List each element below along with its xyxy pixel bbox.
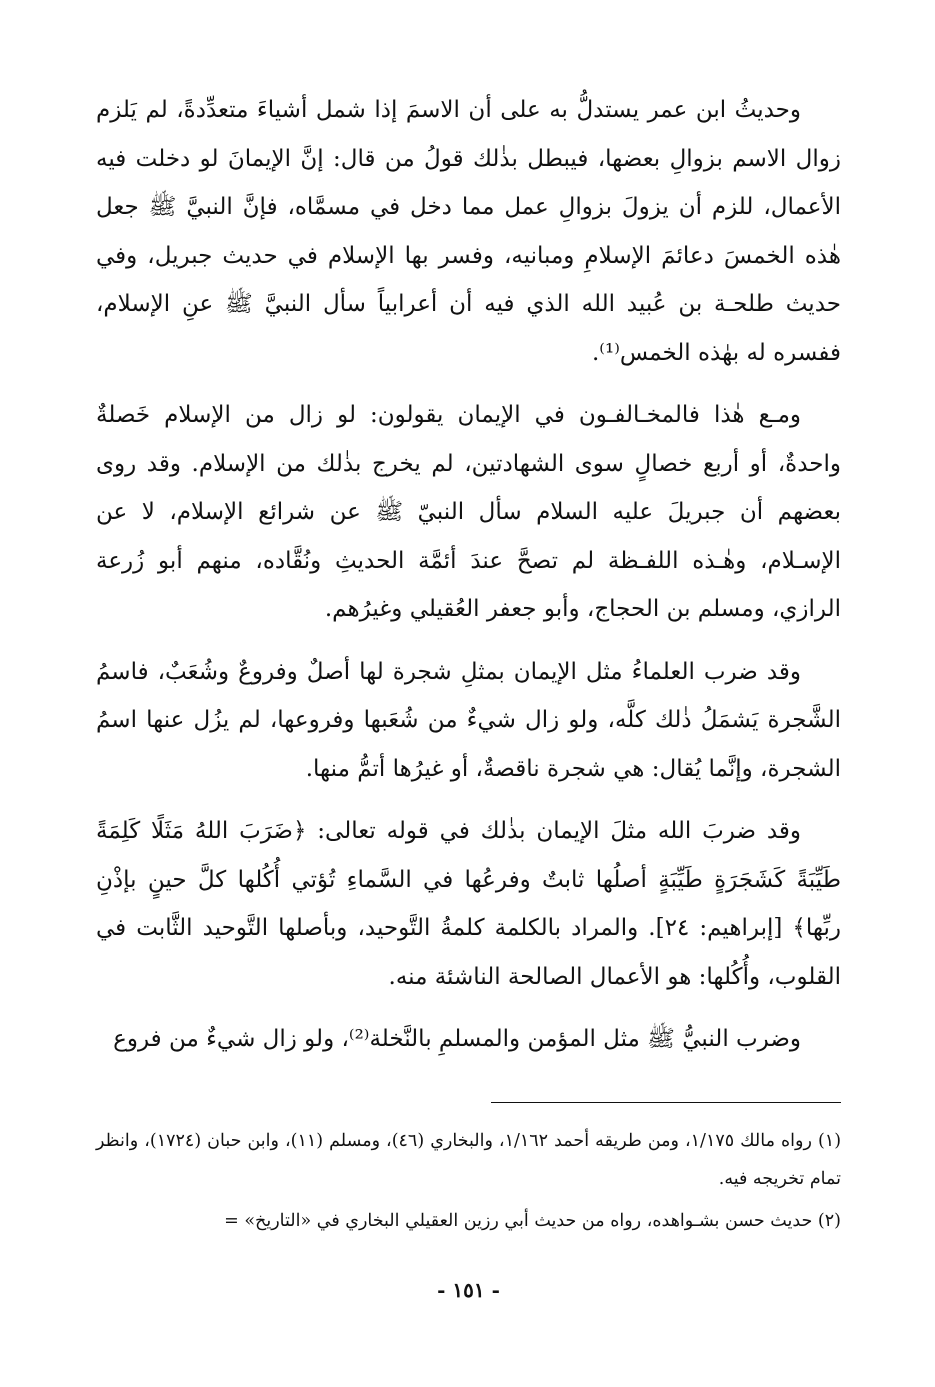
page-number: - ١٥١ - — [437, 1278, 500, 1302]
paragraph-5: وضرب النبيُّ ﷺ مثل المؤمن والمسلمِ بالنَّخلة⁽²⁾، ولو زال شيءٌ من فروع — [113, 1026, 801, 1052]
paragraph-4: وقد ضربَ الله مثلَ الإيمان بذٰلك في قوله تعالى: ﴿ضَرَبَ اللهُ مَثَلًا كَلِمَةً طَيِّبَةً كَشَجَرَةٍ طَيِّبَةٍ أصلُها ثابتٌ وفرعُها في السَّماءِ تُؤتي أُكُلها كلَّ حينٍ بإذْنِ ربِّها﴾ [إبراهيم: ٢٤]. والمراد بالكلمة كلمةُ التَّوحيد، وبأصلها التَّوحيد الثَّابت في القلوب، وأُكُلها: هو الأعمال الصالحة الناشئة منه. — [96, 818, 842, 990]
footnote-1: (١) رواه مالك ١/١٧٥، ومن طريقه أحمد ١/١٦٢، والبخاري (٤٦)، ومسلم (١١)، وابن حبان (١٧٢٤)، وانظر تمام تخريجه فيه. — [96, 1131, 842, 1189]
paragraph-3: وقد ضرب العلماءُ مثل الإيمان بمثلِ شجرة لها أصلٌ وفروعٌ وشُعَبٌ، فاسمُ الشَّجرة يَشمَلُ ذٰلك كلَّه، ولو زال شيءٌ من شُعَبها وفروعها، لم يزُل عنها اسمُ الشجرة، وإنَّما يُقال: هي شجرة ناقصةٌ، أو غيرُها أتمُّ منها. — [96, 658, 841, 782]
footnotes — [96, 1122, 841, 1244]
book-page — [96, 86, 841, 1366]
paragraph-1: وحديثُ ابن عمر يستدلُّ به على أن الاسمَ إذا شمل أشياءَ متعدِّدةً، لم يَلزم زوال الاسم بزوالِ بعضها، فيبطل بذٰلك قولُ من قال: إنَّ الإيمانَ لو دخلت فيه الأعمال، للزم أن يزولَ بزوالِ عمل مما دخل في مسمَّاه، فإنَّ النبيَّ ﷺ جعل هٰذه الخمسَ دعائمَ الإسلامِ ومبانيه، وفسر بها الإسلام في حديث جبريل، وفي حديث طلحـة بن عُبيد الله الذي فيه أن أعرابياً سأل النبيَّ ﷺ عنِ الإسلام، ففسره له بهٰذه الخمس⁽¹⁾. — [96, 97, 841, 366]
main-text — [96, 86, 841, 1064]
footnote-divider — [491, 1102, 841, 1103]
paragraph-2: ومـع هٰذا فالمخـالفـون في الإيمان يقولون: لو زال من الإسلام خَصلةٌ واحدةٌ، أو أربع خصالٍ سوى الشهادتين، لم يخرج بذٰلك من الإسلام. وقد روى بعضهم أن جبريلَ عليه السلام سأل النبيّ ﷺ عن شرائع الإسلام، لا عن الإسـلام، وهٰـذه اللفـظة لم تصحَّ عندَ أئمَّة الحديثِ ونُقَّاده، منهم أبو زُرعة الرازي، ومسلم بن الحجاج، وأبو جعفر العُقيلي وغيرُهم. — [96, 402, 841, 622]
footnote-2: (٢) حديث حسن بشـواهده، رواه من حديث أبي رزين العقيلي البخاري في «التاريخ» = — [224, 1211, 841, 1231]
